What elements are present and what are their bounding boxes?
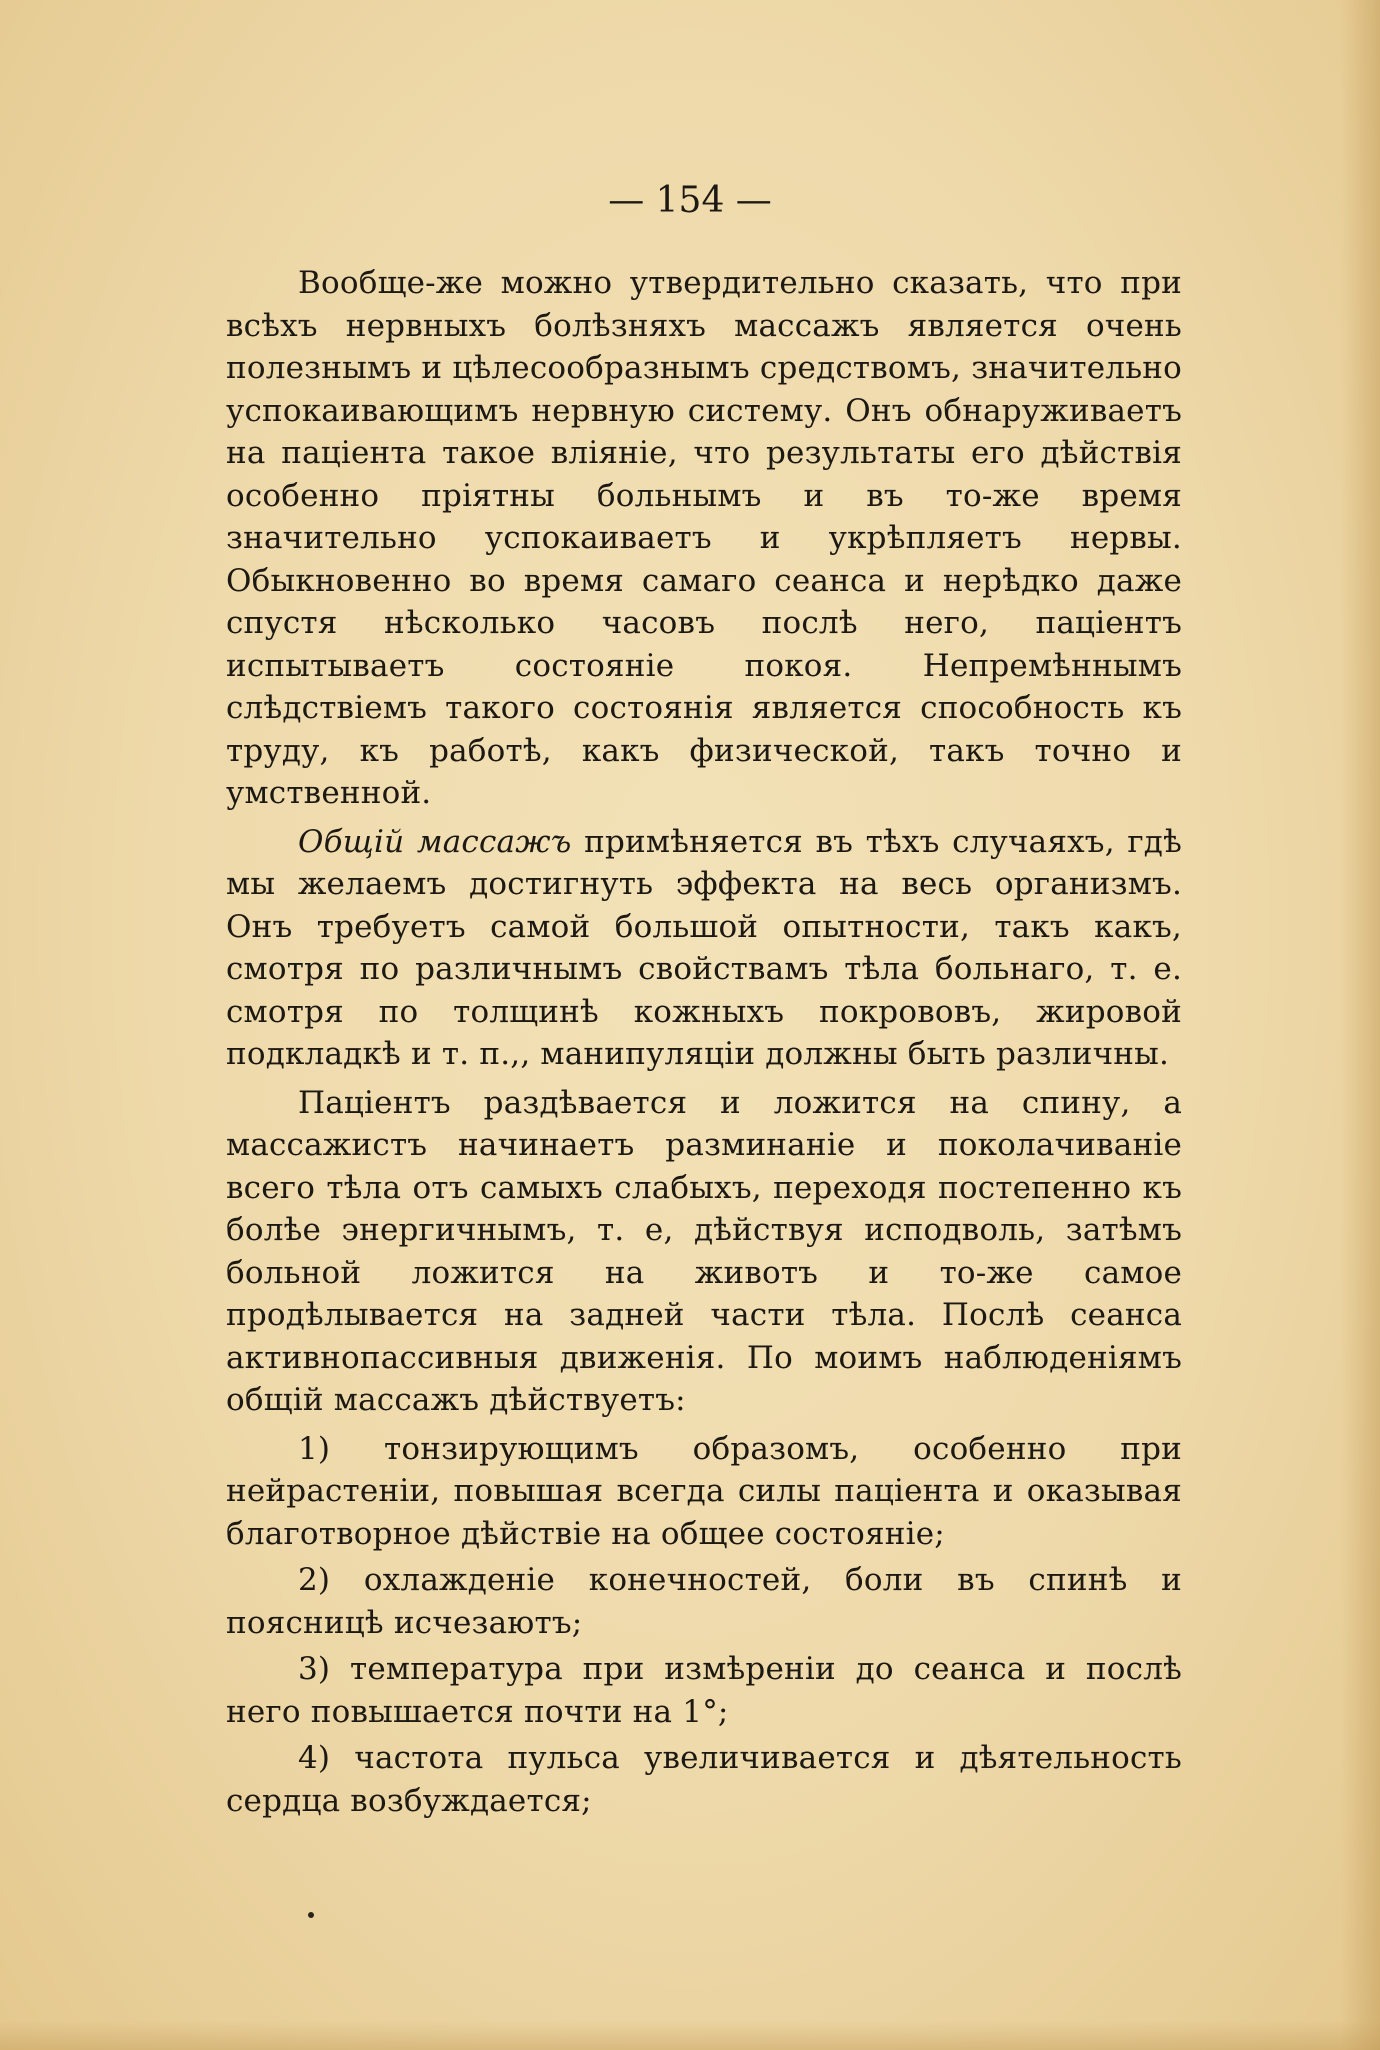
paragraph-3 bbox=[226, 1082, 1182, 1422]
list-item-2-text: 2) охлажденіе конечностей, боли въ спинѣ и поясницѣ исчезаютъ; bbox=[226, 1562, 1182, 1641]
list-item bbox=[226, 1428, 1182, 1556]
paragraph-2-italic-term: Общій массажъ bbox=[298, 823, 572, 860]
paragraph-2-text: примѣняется въ тѣхъ случаяхъ, гдѣ мы желаемъ достигнуть эффекта на весь организмъ. Онъ требуетъ самой большой опытности, такъ какъ, смотря по различнымъ свойствамъ тѣла больнаго, т. е. смотря по толщинѣ кожныхъ покрововъ, жировой подкладкѣ и т. п.,, манипуляціи должны быть различны. bbox=[226, 823, 1182, 1072]
paragraph-1-text: Вообще-же можно утвердительно сказать, что при всѣхъ нервныхъ болѣзняхъ массажъ является очень полезнымъ и цѣлесообразнымъ средствомъ, значительно успокаивающимъ нервную систему. Онъ обнаруживаетъ на паціента такое вліяніе, что результаты его дѣйствія особенно пріятны больнымъ и въ то-же время значительно успокаиваетъ и укрѣпляетъ нервы. Обыкновенно во время самаго сеанса и нерѣдко даже спустя нѣсколько часовъ послѣ него, паціентъ испытываетъ состояніе покоя. Непремѣннымъ слѣдствіемъ такого состоянія является способность къ труду, къ работѣ, какъ физической, такъ точно и умственной. bbox=[226, 265, 1182, 811]
list-item-3-text: 3) температура при измѣреніи до сеанса и послѣ него повышается почти на 1°; bbox=[226, 1651, 1182, 1730]
list-item-1-text: 1) тонзирующимъ образомъ, особенно при нейрастеніи, повышая всегда силы паціента и оказывая благотворное дѣйствіе на общее состояніе; bbox=[226, 1430, 1182, 1552]
list-item bbox=[226, 1559, 1182, 1644]
page-edge-shadow-right bbox=[1340, 0, 1380, 2050]
ink-speck bbox=[308, 1912, 314, 1918]
list-item bbox=[226, 1737, 1182, 1822]
list-item bbox=[226, 1648, 1182, 1733]
page-number: — 154 — bbox=[608, 180, 772, 221]
page-edge-shadow-bottom bbox=[0, 2020, 1380, 2050]
list-item-4-text: 4) частота пульса увеличивается и дѣятельность сердца возбуждается; bbox=[226, 1740, 1182, 1819]
body-text bbox=[226, 262, 1182, 1826]
paragraph-1 bbox=[226, 262, 1182, 815]
paragraph-2 bbox=[226, 821, 1182, 1076]
paragraph-3-text: Паціентъ раздѣвается и ложится на спину, а массажистъ начинаетъ разминаніе и поколачиваніе всего тѣла отъ самыхъ слабыхъ, переходя постепенно къ болѣе энергичнымъ, т. е, дѣйствуя исподволь, затѣмъ больной ложится на животъ и то-же самое продѣлывается на задней части тѣла. Послѣ сеанса активнопассивныя движенія. По моимъ наблюденіямъ общій массажъ дѣйствуетъ: bbox=[226, 1084, 1182, 1418]
